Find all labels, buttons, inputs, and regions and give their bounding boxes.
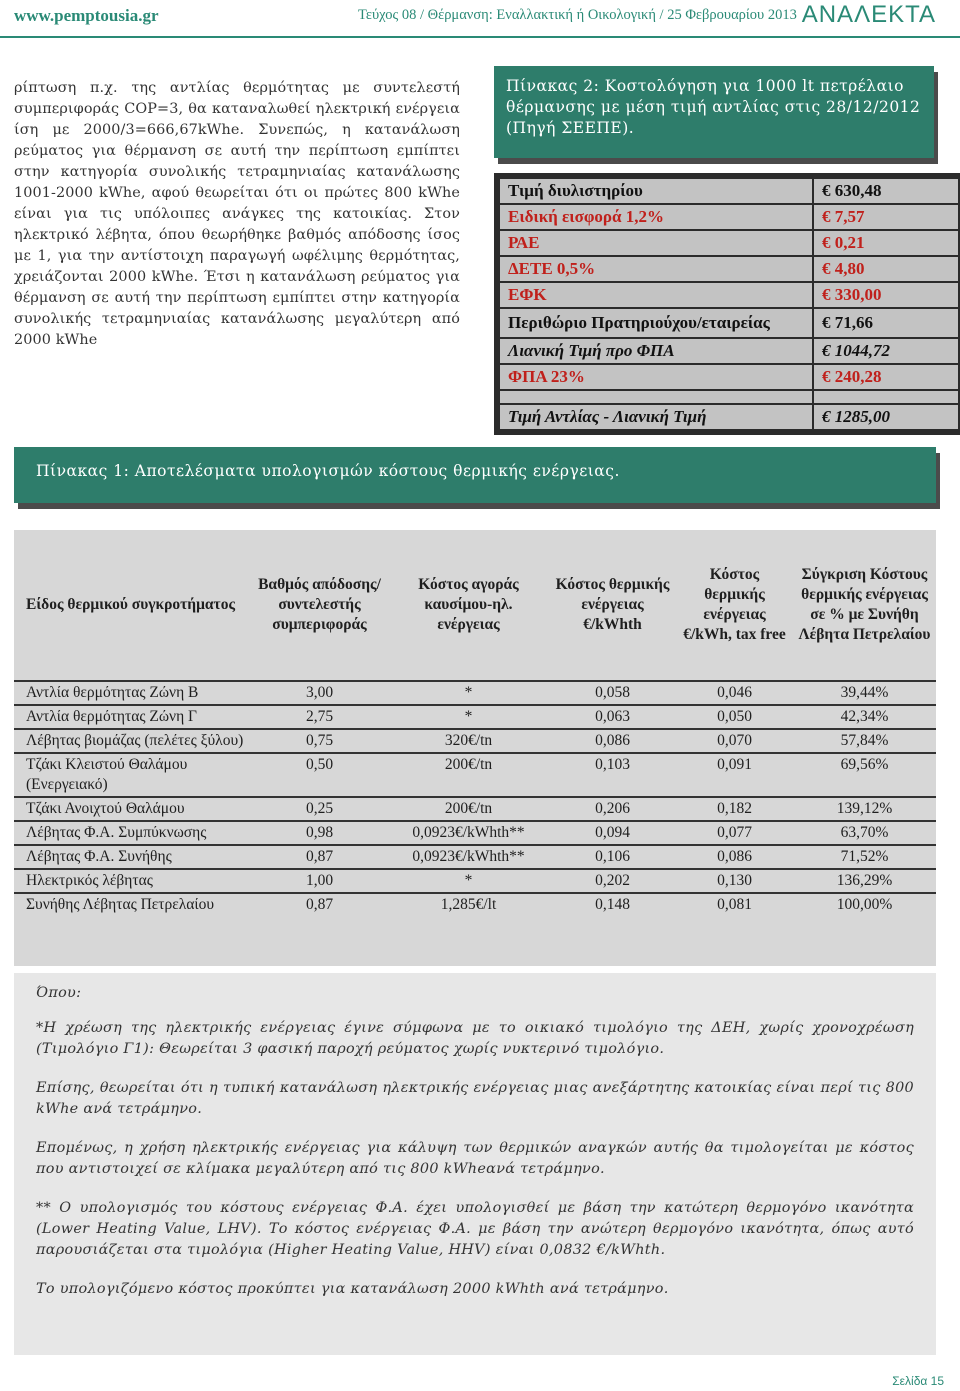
- cell-thermal-cost: 0,094: [595, 824, 630, 841]
- cell-comparison: 63,70%: [840, 824, 889, 841]
- cell-comparison: 100,00%: [836, 896, 893, 913]
- column-header: Κόστος θερμικής ενέργειας €/kWh, tax free: [683, 566, 786, 643]
- cell-efficiency: 0,98: [305, 824, 334, 841]
- price-value: € 7,57: [813, 204, 959, 230]
- table-row: [14, 797, 936, 821]
- notes-heading: Όπου:: [36, 985, 82, 1001]
- cell-efficiency: 2,75: [305, 708, 334, 725]
- table-row: [14, 869, 936, 893]
- cell-thermal-cost: 0,086: [595, 732, 630, 749]
- price-value: € 330,00: [813, 282, 959, 308]
- cell-fuel-cost: 200€/tn: [444, 756, 493, 773]
- cell-comparison: 39,44%: [840, 684, 889, 701]
- price-value: € 1285,00: [813, 404, 959, 430]
- site-url-link[interactable]: www.pemptousia.gr: [14, 6, 159, 25]
- cell-tax-free-cost: 0,081: [717, 896, 752, 913]
- cell-thermal-cost: 0,206: [595, 800, 630, 817]
- column-header: Βαθμός απόδοσης/ συντελεστής συμπεριφοράς: [258, 576, 381, 633]
- table-row: [14, 729, 936, 753]
- table-row: [14, 681, 936, 705]
- table-row: [14, 753, 936, 797]
- price-row: [499, 256, 959, 282]
- cell-fuel-cost: 0,0923€/kWhth**: [412, 848, 525, 865]
- cell-tax-free-cost: 0,077: [717, 824, 752, 841]
- cell-efficiency: 1,00: [305, 872, 334, 889]
- cell-fuel-cost: 320€/tn: [444, 732, 493, 749]
- cell-efficiency: 0,75: [305, 732, 334, 749]
- header-rule: [0, 36, 960, 38]
- page-header: [0, 0, 960, 36]
- cell-tax-free-cost: 0,050: [717, 708, 752, 725]
- results-table: [14, 530, 936, 966]
- price-gap-row: [499, 390, 959, 404]
- cell-fuel-cost: 200€/tn: [444, 800, 493, 817]
- price-row: [499, 364, 959, 390]
- price-row: [499, 178, 959, 204]
- cell-comparison: 71,52%: [840, 848, 889, 865]
- cell-tax-free-cost: 0,086: [717, 848, 752, 865]
- column-header: Είδος θερμικού συγκροτήματος: [26, 596, 235, 613]
- cell-efficiency: 0,25: [305, 800, 334, 817]
- cell-tax-free-cost: 0,070: [717, 732, 752, 749]
- note-paragraph: *Η χρέωση της ηλεκτρικής ενέργειας έγινε σύμφωνα με το οικιακό τιμολόγιο της ΔΕΗ, χωρίς χρονοχρέωση (Τιμολόγιο Γ1): Θεωρείται 3 φασική παροχή ρεύματος χωρίς νυκτερινό τιμολόγιο.: [36, 1020, 914, 1057]
- price-value: € 1044,72: [813, 338, 959, 364]
- page-number: Σελίδα 15: [892, 1374, 944, 1388]
- cell-system: Τζάκι Κλειστού Θαλάμου (Ενεργειακό): [26, 756, 188, 793]
- price-value: € 630,48: [813, 178, 959, 204]
- cell-efficiency: 3,00: [305, 684, 334, 701]
- cell-thermal-cost: 0,103: [595, 756, 630, 773]
- table1-caption: Πίνακας 1: Αποτελέσματα υπολογισμών κόστους θερμικής ενέργειας.: [14, 447, 936, 503]
- table-row: [14, 705, 936, 729]
- price-label: ΡΑΕ: [499, 230, 813, 256]
- cell-tax-free-cost: 0,091: [717, 756, 752, 773]
- note-paragraph: Επομένως, η χρήση ηλεκτρικής ενέργειας για κάλυψη των θερμικών αναγκών αυτής θα τιμολογείται με κόστος που αντιστοιχεί σε κλίμακα μεγαλύτερη από τις 800 kWheανά τετράμηνο.: [36, 1140, 914, 1177]
- cell-comparison: 139,12%: [836, 800, 893, 817]
- cell-thermal-cost: 0,063: [595, 708, 630, 725]
- cell-comparison: 57,84%: [840, 732, 889, 749]
- cell-tax-free-cost: 0,182: [717, 800, 752, 817]
- cell-efficiency: 0,87: [305, 896, 334, 913]
- cell-fuel-cost: 1,285€/lt: [440, 896, 497, 913]
- cell-efficiency: 0,50: [305, 756, 334, 773]
- column-header: Κόστος θερμικής ενέργειας €/kWhth: [555, 576, 670, 633]
- price-label: ΔΕΤΕ 0,5%: [499, 256, 813, 282]
- cell-thermal-cost: 0,106: [595, 848, 630, 865]
- price-value: € 0,21: [813, 230, 959, 256]
- cell-comparison: 136,29%: [836, 872, 893, 889]
- body-paragraph: ρίπτωση π.χ. της αντλίας θερμότητας με συντελεστή συμπεριφοράς COP=3, θα καταναλωθεί ηλεκτρική ενέργεια ίση με 2000/3=666,67kWhe. Συνεπώς, η κατανάλωση ρεύματος για θέρμανση σε αυτή την περίπτωση εμπίπτει στην κατηγορία συνολικής τετραμηνιαίας κατανάλωσης 1001-2000 kWhe, αφού θεωρείται ότι οι πρώτες 800 kWhe είναι για τις υπόλοιπες ανάγκες της κατοικίας. Στον ηλεκτρικό λέβητα, όπου θεωρήθηκε βαθμός απόδοσης ίσος με 1, για την αντίστοιχη παραγωγή ωφέλιμης θερμότητας, χρειάζονται 2000 kWhe. Έτσι η κατανάλωση ρεύματος για θέρμανση σε αυτή την περίπτωση εμπίπτει στην κατηγορία συνολικής τετραμηνιαίας κατανάλωσης μεγαλύτερη από 2000 kWhe: [14, 80, 460, 348]
- cell-fuel-cost: *: [464, 684, 473, 701]
- table-row: [14, 821, 936, 845]
- cell-comparison: 42,34%: [840, 708, 889, 725]
- price-label: ΦΠΑ 23%: [499, 364, 813, 390]
- cell-fuel-cost: 0,0923€/kWhth**: [412, 824, 525, 841]
- note-paragraph: Το υπολογιζόμενο κόστος προκύπτει για κατανάλωση 2000 kWhth ανά τετράμηνο.: [36, 1281, 669, 1297]
- issue-info: Τεύχος 08 / Θέρμανση: Εναλλακτική ή Οικολογική / 25 Φεβρουαρίου 2013: [358, 7, 797, 23]
- column-header: Σύγκριση Κόστους θερμικής ενέργειας σε % με Συνήθη Λέβητα Πετρελαίου: [798, 566, 931, 643]
- cell-efficiency: 0,87: [305, 848, 334, 865]
- price-label: ΕΦΚ: [499, 282, 813, 308]
- cell-thermal-cost: 0,148: [595, 896, 630, 913]
- cell-tax-free-cost: 0,046: [717, 684, 752, 701]
- column-header: Κόστος αγοράς καυσίμου-ηλ. ενέργειας: [418, 576, 519, 633]
- price-label: Λιανική Τιμή προ ΦΠΑ: [499, 338, 813, 364]
- cell-thermal-cost: 0,058: [595, 684, 630, 701]
- cell-system: Λέβητας βιομάζας (πελέτες ξύλου): [26, 732, 244, 749]
- cell-system: Αντλία θερμότητας Ζώνη Β: [26, 684, 199, 701]
- price-total-row: [499, 404, 959, 430]
- price-label: Ειδική εισφορά 1,2%: [499, 204, 813, 230]
- results-header-row: [14, 530, 936, 681]
- price-value: € 71,66: [813, 308, 959, 339]
- price-value: € 240,28: [813, 364, 959, 390]
- cell-system: Λέβητας Φ.Α. Συμπύκνωσης: [26, 824, 207, 841]
- price-row: [499, 282, 959, 308]
- cell-system: Λέβητας Φ.Α. Συνήθης: [26, 848, 172, 865]
- cell-fuel-cost: *: [464, 872, 473, 889]
- price-label: Τιμή Αντλίας - Λιανική Τιμή: [499, 404, 813, 430]
- price-row: [499, 338, 959, 364]
- cell-system: Συνήθης Λέβητας Πετρελαίου: [26, 896, 215, 913]
- cell-system: Τζάκι Ανοιχτού Θαλάμου: [26, 800, 185, 817]
- table-row: [14, 893, 936, 916]
- notes-box: [14, 973, 936, 1355]
- note-paragraph: Επίσης, θεωρείται ότι η τυπική κατανάλωση ηλεκτρικής ενέργειας μιας ανεξάρτητης κατοικίας είναι περί τις 800 kWhe ανά τετράμηνο.: [36, 1080, 914, 1117]
- note-paragraph: ** Ο υπολογισμός του κόστους ενέργειας Φ.Α. έχει υπολογισθεί με βάση την κατώτερη θερμογόνο ικανότητα (Lower Heating Value, LHV). Το κόστος ενέργειας Φ.Α. με βάση την ανώτερη θερμογόνο ικανότητα, όπως αυτό παρουσιάζεται στα τιμολόγια (Higher Heating Value, HHV) είναι 0,0832 €/kWhth.: [36, 1200, 914, 1258]
- cell-thermal-cost: 0,202: [595, 872, 630, 889]
- cell-fuel-cost: *: [464, 708, 473, 725]
- price-table: [494, 173, 960, 435]
- price-label: Περιθώριο Πρατηριούχου/εταιρείας: [499, 308, 813, 339]
- price-label: Τιμή διυλιστηρίου: [499, 178, 813, 204]
- cell-tax-free-cost: 0,130: [717, 872, 752, 889]
- cell-system: Αντλία θερμότητας Ζώνη Γ: [26, 708, 198, 725]
- cell-system: Ηλεκτρικός λέβητας: [26, 872, 153, 889]
- price-row: [499, 308, 959, 339]
- price-row: [499, 230, 959, 256]
- table-row: [14, 845, 936, 869]
- price-row: [499, 204, 959, 230]
- section-title: ΑΝΑΛΕΚΤΑ: [801, 1, 936, 28]
- cell-comparison: 69,56%: [840, 756, 889, 773]
- price-value: € 4,80: [813, 256, 959, 282]
- table2-caption: Πίνακας 2: Κοστολόγηση για 1000 lt πετρέλαιο θέρμανσης με μέση τιμή αντλίας στις 28/12/2012 (Πηγή ΣΕΕΠΕ).: [494, 66, 934, 158]
